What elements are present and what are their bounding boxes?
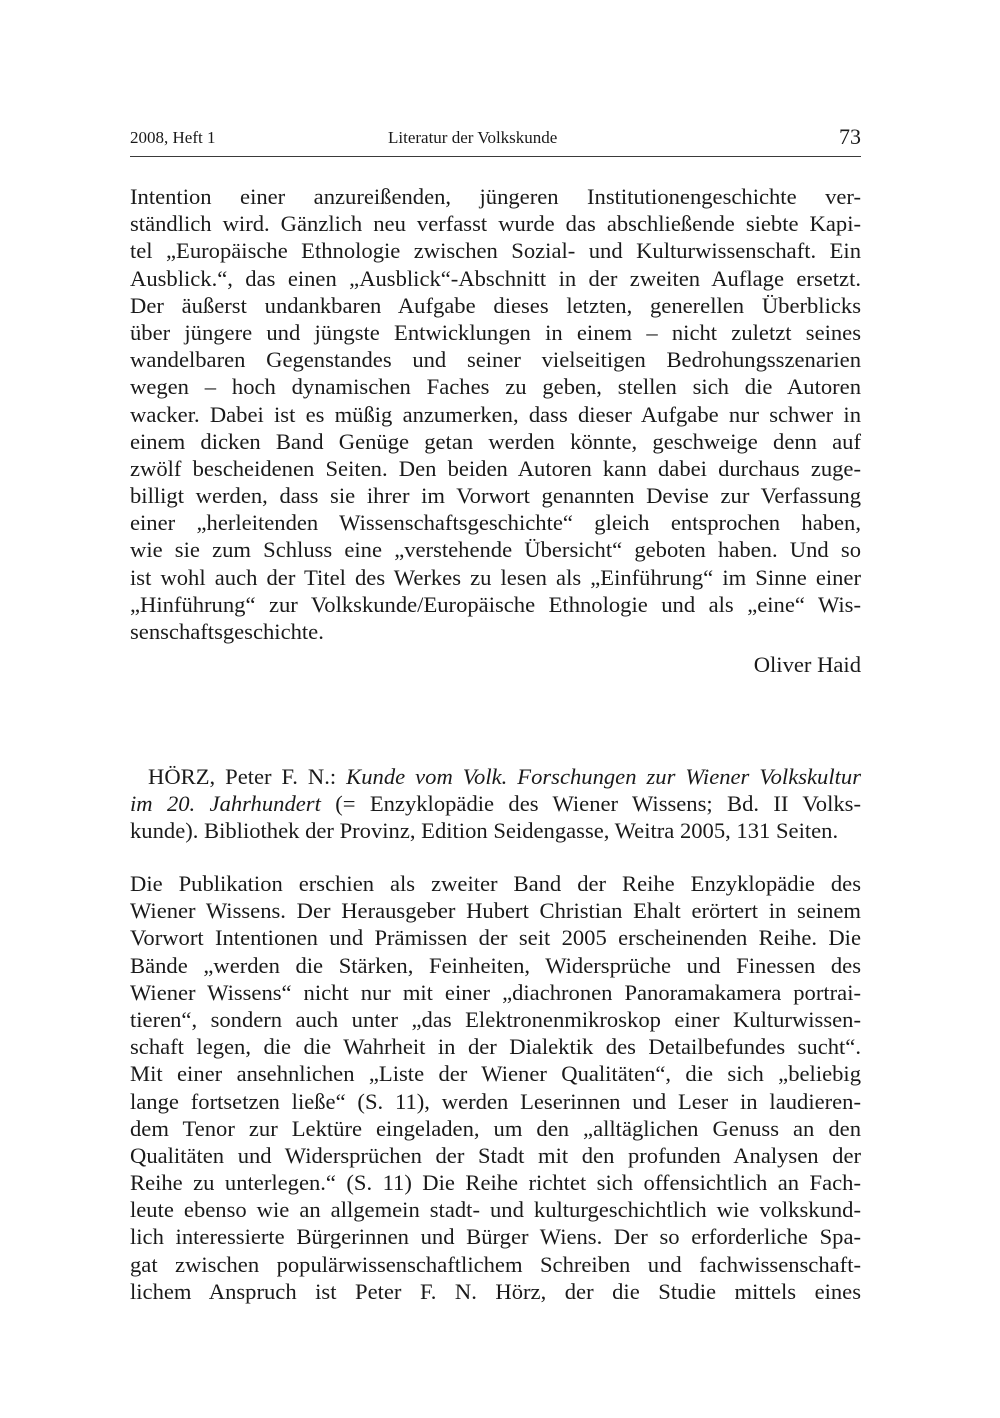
text-line: Bände „werden die Stärken, Feinheiten, Widersprüche und Finessen des bbox=[130, 952, 861, 978]
text-line: Ausblick.“, das einen „Ausblick“-Abschnitt in der zweiten Auflage ersetzt. bbox=[130, 265, 861, 291]
text-line: senschaftsgeschichte. bbox=[130, 619, 324, 644]
book-author: HÖRZ, Peter F. N.: bbox=[148, 764, 337, 789]
running-header bbox=[130, 126, 861, 156]
text-line: Vorwort Intentionen und Prämissen der seit 2005 erscheinenden Reihe. Die bbox=[130, 925, 861, 951]
book-title-continued: im 20. Jahrhundert bbox=[130, 791, 321, 817]
section-title: Literatur der Volkskunde bbox=[388, 128, 558, 147]
reviewer-name: Oliver Haid bbox=[753, 652, 861, 677]
text-line: lange fortsetzen ließe“ (S. 11), werden Leserinnen und Leser in laudieren- bbox=[130, 1088, 861, 1114]
text-line: tel „Europäische Ethnologie zwischen Sozial- und Kulturwissenschaft. Ein bbox=[130, 238, 861, 264]
text-line: ist wohl auch der Titel des Werkes zu lesen als „Einführung“ im Sinne einer bbox=[130, 564, 861, 590]
series-info: (= Enzyklopädie des Wiener Wissens; Bd. II Volks- bbox=[335, 791, 861, 817]
review-2-paragraph bbox=[130, 870, 861, 1305]
text-line: Der äußerst undankbaren Aufgabe dieses letzten, generellen Überblicks bbox=[130, 292, 861, 318]
text-line: ständlich wird. Gänzlich neu verfasst wurde das abschließende siebte Kapi- bbox=[130, 211, 861, 237]
book-title: Kunde vom Volk. Forschungen zur Wiener Volkskultur bbox=[346, 764, 861, 789]
text-line: leute ebenso wie an allgemein stadt- und kulturgeschichtlich wie volkskund- bbox=[130, 1197, 861, 1223]
text-line: wegen – hoch dynamischen Faches zu geben, stellen sich die Autoren bbox=[130, 374, 861, 400]
reference-line-3: kunde). Bibliothek der Provinz, Edition Seidengasse, Weitra 2005, 131 Seiten. bbox=[130, 818, 839, 844]
text-line: wandelbaren Gegenstandes und seiner vielseitigen Bedrohungsszenarien bbox=[130, 347, 861, 373]
text-line: Wiener Wissens. Der Herausgeber Hubert Christian Ehalt erörtert in seinem bbox=[130, 898, 861, 924]
text-line: wacker. Dabei ist es müßig anzumerken, dass dieser Aufgabe nur schwer in bbox=[130, 401, 861, 427]
text-line: schaft legen, die die Wahrheit in der Dialektik des Detailbefundes sucht“. bbox=[130, 1034, 861, 1060]
reference-line-2 bbox=[130, 790, 861, 817]
text-line: einem dicken Band Genüge getan werden könnte, geschweige denn auf bbox=[130, 428, 861, 454]
text-line: lich interessierte Bürgerinnen und Bürger Wiens. Der so erforderliche Spa- bbox=[130, 1224, 861, 1250]
text-line: Die Publikation erschien als zweiter Band der Reihe Enzyklopädie des bbox=[130, 871, 861, 896]
text-line: zwölf bescheidenen Seiten. Den beiden Autoren kann dabei durchaus zuge- bbox=[130, 455, 861, 481]
text-line: gat zwischen populärwissenschaftlichem Schreiben und fachwissenschaft- bbox=[130, 1251, 861, 1277]
reference-line-1 bbox=[130, 763, 861, 790]
text-line: wie sie zum Schluss eine „verstehende Übersicht“ geboten haben. Und so bbox=[130, 537, 861, 563]
review-2-bibliographic-reference bbox=[130, 763, 861, 845]
text-line: tieren“, sondern auch unter „das Elektronenmikroskop einer Kulturwissen- bbox=[130, 1006, 861, 1032]
page-number: 73 bbox=[839, 124, 861, 149]
review-1-signature bbox=[130, 651, 861, 678]
text-line: über jüngere und jüngste Entwicklungen in einem – nicht zuletzt seines bbox=[130, 319, 861, 345]
text-line: Mit einer ansehnlichen „Liste der Wiener Qualitäten“, die sich „beliebig bbox=[130, 1061, 861, 1087]
review-1-paragraph bbox=[130, 183, 861, 645]
text-line: dem Tenor zur Lektüre eingeladen, um den „alltäglichen Genuss an den bbox=[130, 1115, 861, 1141]
text-line: billigt werden, dass sie ihrer im Vorwort genannten Devise zur Verfassung bbox=[130, 483, 861, 509]
text-line: Reihe zu unterlegen.“ (S. 11) Die Reihe richtet sich offensichtlich an Fach- bbox=[130, 1170, 861, 1196]
text-line: Qualitäten und Widersprüchen der Stadt mit den profunden Analysen der bbox=[130, 1142, 861, 1168]
issue-label: 2008, Heft 1 bbox=[130, 128, 216, 147]
text-line: „Hinführung“ zur Volkskunde/Europäische Ethnologie und als „eine“ Wis- bbox=[130, 591, 861, 617]
text-line: lichem Anspruch ist Peter F. N. Hörz, der die Studie mittels eines bbox=[130, 1278, 861, 1304]
text-line: Wiener Wissens“ nicht nur mit einer „diachronen Panoramakamera portrai- bbox=[130, 979, 861, 1005]
text-line: einer „herleitenden Wissenschaftsgeschichte“ gleich entsprochen haben, bbox=[130, 510, 861, 536]
text-line: Intention einer anzureißenden, jüngeren Institutionengeschichte ver- bbox=[130, 184, 861, 209]
header-rule bbox=[130, 156, 861, 157]
